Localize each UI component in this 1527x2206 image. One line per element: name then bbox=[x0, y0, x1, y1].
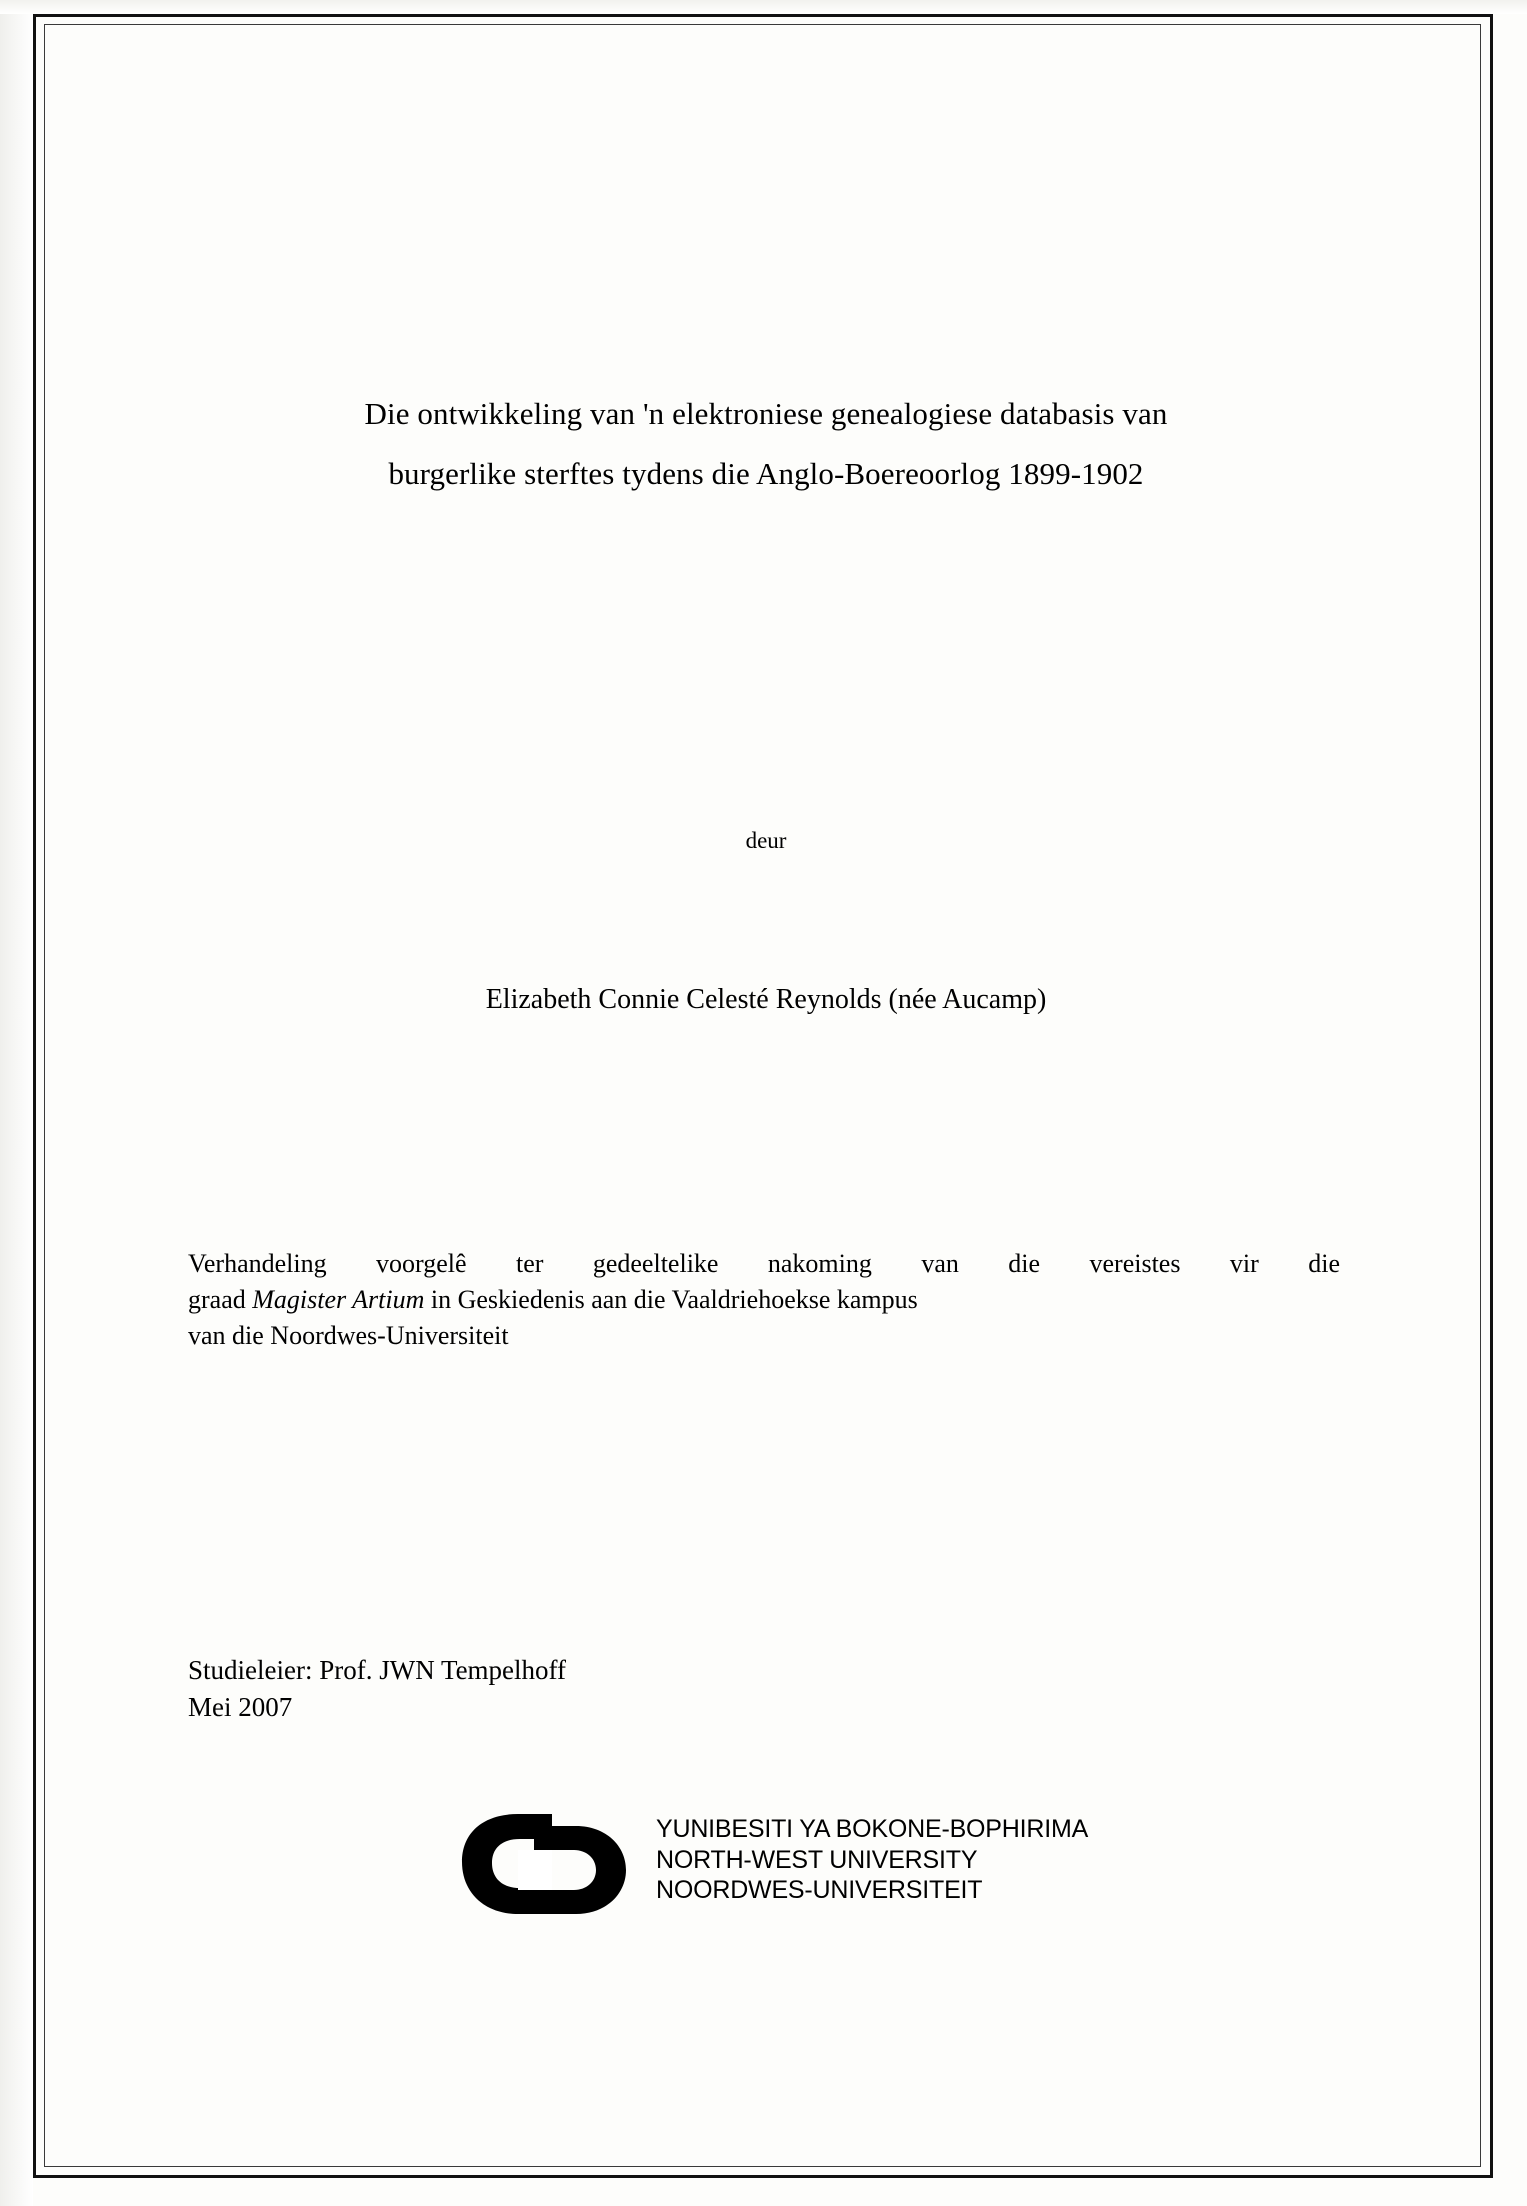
logo-text-line-3: NOORDWES-UNIVERSITEIT bbox=[656, 1876, 983, 1904]
university-logo bbox=[456, 1806, 1196, 1926]
degree-statement-line-2-prefix: graad bbox=[188, 1284, 253, 1314]
author-name: Elizabeth Connie Celesté Reynolds (née Aucamp) bbox=[485, 984, 1047, 1015]
scan-edge-left bbox=[0, 0, 33, 2206]
page-title bbox=[186, 384, 1346, 505]
degree-statement-line-2 bbox=[188, 1282, 1340, 1318]
title-line-2: burgerlike sterftes tydens die Anglo-Boereoorlog 1899-1902 bbox=[388, 456, 1144, 492]
supervisor-block bbox=[188, 1652, 1088, 1725]
degree-name-italic: Magister Artium bbox=[252, 1284, 425, 1314]
degree-statement bbox=[188, 1246, 1340, 1354]
title-page-content bbox=[186, 24, 1346, 2164]
university-logo-text bbox=[656, 1814, 1088, 1906]
supervisor-name: Studieleier: Prof. JWN Tempelhoff bbox=[188, 1655, 567, 1685]
degree-statement-line-3: van die Noordwes-Universiteit bbox=[188, 1320, 509, 1350]
logo-text-line-2: NORTH-WEST UNIVERSITY bbox=[656, 1845, 978, 1874]
north-west-university-logo-mark-icon bbox=[456, 1812, 646, 1916]
submission-date: Mei 2007 bbox=[188, 1691, 293, 1722]
title-line-1: Die ontwikkeling van 'n elektroniese genealogiese databasis van bbox=[364, 396, 1168, 431]
scan-edge-top bbox=[0, 0, 1527, 14]
logo-text-line-1: YUNIBESITI YA BOKONE-BOPHIRIMA bbox=[656, 1815, 1089, 1843]
degree-statement-line-1: Verhandeling voorgelê ter gedeeltelike nakoming van die vereistes vir die bbox=[188, 1249, 1340, 1278]
by-label: deur bbox=[745, 828, 787, 853]
degree-statement-line-2-suffix: in Geskiedenis aan die Vaaldriehoekse kampus bbox=[424, 1284, 918, 1314]
